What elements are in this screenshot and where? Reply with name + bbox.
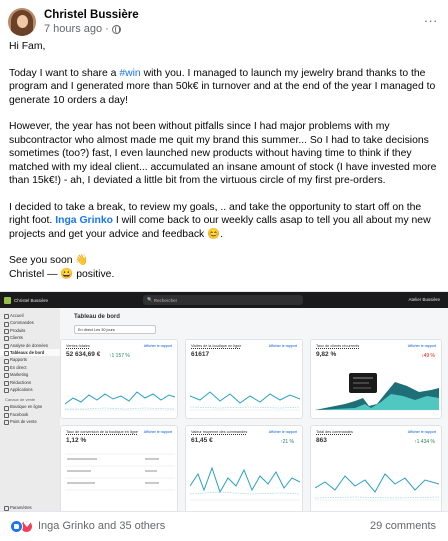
metric-card	[310, 339, 442, 419]
post-paragraph: I decided to take a break, to review my goals, .. and take the opportunity to start off on the right foot. Inga Grinko I will come back to our weekly calls asap to tell you all about my new projects and get your advice and feedback 😊.	[9, 201, 431, 240]
metric-card	[310, 425, 442, 512]
sidebar-item: Analyse de données	[0, 342, 60, 349]
card-value: 52 634,69 €	[66, 351, 101, 358]
card-link: Afficher le rapport	[407, 344, 436, 348]
sidebar-item: Réductions	[0, 379, 60, 386]
sidebar-item: Rapports	[0, 356, 60, 363]
hashtag-link[interactable]: #win	[119, 67, 141, 79]
dashboard-sidebar	[0, 308, 60, 512]
post-paragraph: Hi Fam,	[9, 41, 46, 52]
post-footer	[10, 518, 440, 534]
sales-line-chart	[65, 374, 175, 414]
shop-name: Christel Bussière	[14, 297, 49, 303]
sidebar-item: Facebook	[0, 411, 60, 418]
order-value-line-chart	[190, 456, 300, 504]
comments-count[interactable]: 29 comments	[369, 520, 436, 532]
metric-card	[60, 339, 178, 419]
sidebar-item: En direct	[0, 364, 60, 371]
sidebar-item: Point de vente	[0, 418, 60, 425]
metric-card	[60, 425, 178, 512]
card-value: 9,82 %	[316, 351, 337, 358]
card-delta: ↑1 434 %	[414, 438, 435, 445]
card-title: Taux de clients récurrents	[316, 344, 360, 348]
sidebar-section: Canaux de vente	[5, 397, 36, 403]
card-link: Afficher le rapport	[268, 344, 297, 348]
dashboard-title: Tableau de bord	[74, 314, 120, 320]
post-paragraph: Today I want to share a #win with you. I managed to launch my jewelry brand thanks to the program and I generated more than 50k€ in turnover and at the end of the year I managed to generate 10 orders a day!	[9, 67, 436, 106]
avatar[interactable]	[8, 8, 36, 36]
post-paragraph: However, the year has not been without pitfalls since I had major problems with my subcontractor who almost made me quit my brand this summer... So I had to take decisions sometimes (too?) fast, I even launched new products without having time to think if they matched with my ideal client... accumulated an insane amount of stock (I have invested more than 15k€!) - ah, I deviated a little bit from the virtuous circle of my first pre-orders.	[9, 121, 437, 187]
search-input: 🔍 Rechercher	[143, 295, 303, 305]
visits-line-chart	[190, 374, 300, 414]
shop-logo-icon	[4, 297, 11, 304]
sidebar-item-active: Tableaux de bord	[0, 349, 60, 356]
post-time[interactable]: 7 hours ago	[44, 22, 103, 35]
post-paragraph: See you soon 👋 Christel — 😀 positive.	[9, 255, 115, 280]
sidebar-item: Clients	[0, 334, 60, 341]
sidebar-item: Applications	[0, 386, 60, 393]
reactions[interactable]	[10, 520, 165, 533]
card-link: Afficher le rapport	[143, 344, 172, 348]
post-text	[9, 40, 441, 281]
card-delta: ↑21 %	[280, 438, 294, 445]
card-delta: ↓49 %	[421, 352, 435, 359]
card-title: Ventes totales	[66, 344, 90, 348]
card-title: Visites de la boutique en ligne	[191, 344, 242, 348]
card-title: Taux de conversion de la boutique en ligne	[66, 430, 138, 434]
card-value: 61617	[191, 351, 210, 358]
card-delta: ↑1 157 %	[109, 352, 130, 359]
returning-customers-area-chart	[315, 368, 439, 414]
author-name[interactable]: Christel Bussière	[44, 8, 139, 21]
metric-card	[185, 339, 303, 419]
sidebar-item-settings: Paramètres	[0, 504, 32, 511]
sidebar-item: Marketing	[0, 371, 60, 378]
sidebar-item: Accueil	[0, 312, 60, 319]
post-header	[8, 8, 139, 36]
card-link: Afficher le rapport	[268, 430, 297, 434]
card-link: Afficher le rapport	[407, 430, 436, 434]
card-title: Valeur moyenne des commandes	[191, 430, 248, 434]
more-options-icon[interactable]: ...	[424, 10, 438, 25]
mention-link[interactable]: Inga Grinko	[55, 215, 113, 227]
card-value: 863	[316, 437, 327, 444]
card-value: 1,12 %	[66, 437, 87, 444]
sidebar-item: Commandes	[0, 319, 60, 326]
like-reaction-icon	[10, 520, 23, 533]
globe-icon	[112, 25, 121, 34]
conversion-funnel	[65, 448, 175, 498]
sidebar-item: Produits	[0, 327, 60, 334]
card-title: Total des commandes	[316, 430, 353, 434]
sidebar-item: Boutique en ligne	[0, 403, 60, 410]
card-link: Afficher le rapport	[143, 430, 172, 434]
orders-line-chart	[315, 456, 439, 504]
app-topbar	[0, 292, 448, 308]
reactions-count[interactable]: Inga Grinko and 35 others	[38, 520, 166, 532]
metric-card	[185, 425, 303, 512]
card-value: 61,45 €	[191, 437, 213, 444]
dashboard-screenshot[interactable]	[0, 291, 448, 512]
post-meta: 7 hours ago ·	[44, 23, 139, 36]
user-name: Atelier Bussière	[408, 297, 440, 302]
date-range-button: En direct Les 30 jours	[74, 325, 156, 334]
